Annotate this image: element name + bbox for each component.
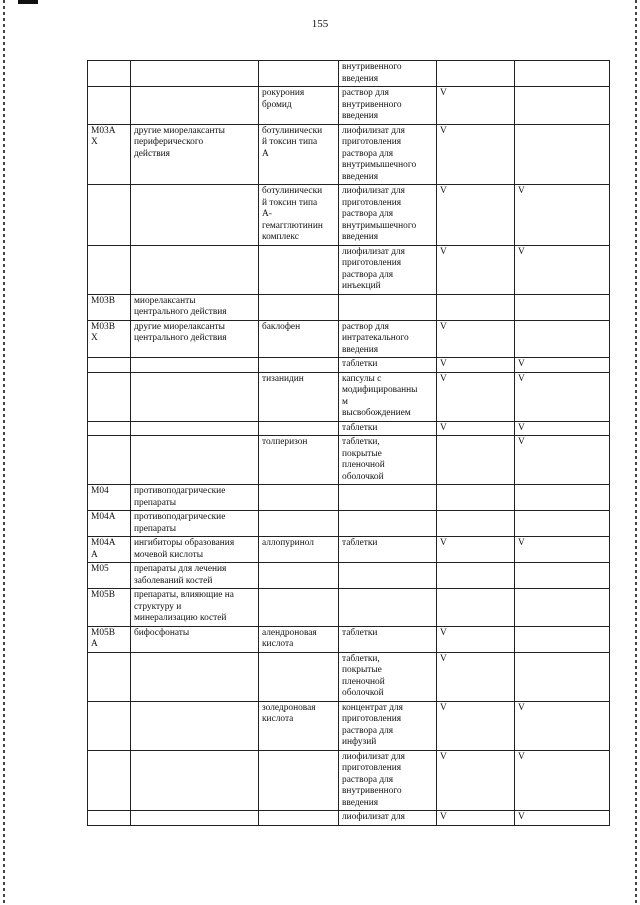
group-name-cell: миорелаксанты центрального действия xyxy=(131,294,259,320)
mark-cell-2 xyxy=(515,652,610,701)
group-name-cell xyxy=(131,652,259,701)
table-row xyxy=(88,87,610,125)
inn-cell xyxy=(259,511,339,537)
mark-cell-2: V xyxy=(515,421,610,436)
inn-cell: тизанидин xyxy=(259,372,339,421)
group-name-cell xyxy=(131,421,259,436)
group-name-cell xyxy=(131,372,259,421)
mark-cell-1: V xyxy=(437,320,515,358)
group-name-cell xyxy=(131,701,259,750)
group-name-cell xyxy=(131,245,259,294)
inn-cell: аллопуринол xyxy=(259,537,339,563)
group-name-cell: бифосфонаты xyxy=(131,626,259,652)
mark-cell-2 xyxy=(515,563,610,589)
atc-code-cell xyxy=(88,358,131,373)
mark-cell-2 xyxy=(515,626,610,652)
dosage-form-cell: таблетки, покрытые пленочной оболочкой xyxy=(339,652,437,701)
atc-code-cell: М05 xyxy=(88,563,131,589)
mark-cell-1: V xyxy=(437,421,515,436)
table-row xyxy=(88,589,610,627)
atc-code-cell: М03В xyxy=(88,294,131,320)
mark-cell-1 xyxy=(437,563,515,589)
atc-code-cell: М04А xyxy=(88,511,131,537)
mark-cell-1: V xyxy=(437,185,515,246)
inn-cell xyxy=(259,245,339,294)
table-row xyxy=(88,811,610,826)
mark-cell-1: V xyxy=(437,537,515,563)
mark-cell-1 xyxy=(437,61,515,87)
dosage-form-cell: раствор для внутривенного введения xyxy=(339,87,437,125)
group-name-cell xyxy=(131,436,259,485)
mark-cell-1 xyxy=(437,589,515,627)
atc-code-cell: М05В xyxy=(88,589,131,627)
dosage-form-cell: таблетки, покрытые пленочной оболочкой xyxy=(339,436,437,485)
group-name-cell xyxy=(131,750,259,811)
inn-cell xyxy=(259,358,339,373)
mark-cell-2 xyxy=(515,294,610,320)
dosage-form-cell: капсулы с модифицированны м высвобождением xyxy=(339,372,437,421)
mark-cell-2: V xyxy=(515,701,610,750)
mark-cell-1: V xyxy=(437,358,515,373)
mark-cell-2: V xyxy=(515,811,610,826)
group-name-cell: противоподагрические препараты xyxy=(131,485,259,511)
atc-code-cell: М04 xyxy=(88,485,131,511)
dosage-form-cell xyxy=(339,563,437,589)
page-number: 155 xyxy=(311,18,329,30)
dosage-form-cell: лиофилизат для приготовления раствора для внутримышечного введения xyxy=(339,124,437,185)
group-name-cell: препараты для лечения заболеваний костей xyxy=(131,563,259,589)
mark-cell-2: V xyxy=(515,436,610,485)
mark-cell-1: V xyxy=(437,372,515,421)
mark-cell-1 xyxy=(437,511,515,537)
atc-code-cell xyxy=(88,185,131,246)
dosage-form-cell: лиофилизат для приготовления раствора для инъекций xyxy=(339,245,437,294)
atc-code-cell xyxy=(88,87,131,125)
mark-cell-2: V xyxy=(515,245,610,294)
table-row xyxy=(88,626,610,652)
group-name-cell: противоподагрические препараты xyxy=(131,511,259,537)
table-row xyxy=(88,485,610,511)
dosage-form-cell xyxy=(339,589,437,627)
atc-code-cell xyxy=(88,750,131,811)
dosage-form-cell: лиофилизат для приготовления раствора для внутримышечного введения xyxy=(339,185,437,246)
inn-cell xyxy=(259,652,339,701)
dosage-form-cell xyxy=(339,511,437,537)
table-row xyxy=(88,563,610,589)
mark-cell-1: V xyxy=(437,626,515,652)
table-row xyxy=(88,511,610,537)
atc-code-cell xyxy=(88,811,131,826)
table-row xyxy=(88,750,610,811)
inn-cell: ботулинически й токсин типа А- гемагглютинин комплекс xyxy=(259,185,339,246)
group-name-cell xyxy=(131,185,259,246)
table-row xyxy=(88,372,610,421)
group-name-cell xyxy=(131,811,259,826)
group-name-cell: препараты, влияющие на структуру и минерализацию костей xyxy=(131,589,259,627)
group-name-cell xyxy=(131,61,259,87)
table-row xyxy=(88,358,610,373)
group-name-cell xyxy=(131,358,259,373)
inn-cell: золедроновая кислота xyxy=(259,701,339,750)
drug-table-body xyxy=(88,61,610,826)
mark-cell-2: V xyxy=(515,537,610,563)
mark-cell-2 xyxy=(515,511,610,537)
atc-code-cell xyxy=(88,436,131,485)
mark-cell-1: V xyxy=(437,701,515,750)
table-row xyxy=(88,436,610,485)
mark-cell-1: V xyxy=(437,87,515,125)
drug-table xyxy=(87,60,610,826)
inn-cell xyxy=(259,485,339,511)
mark-cell-2: V xyxy=(515,185,610,246)
atc-code-cell xyxy=(88,652,131,701)
dosage-form-cell: таблетки xyxy=(339,421,437,436)
mark-cell-2: V xyxy=(515,750,610,811)
group-name-cell: ингибиторы образования мочевой кислоты xyxy=(131,537,259,563)
dosage-form-cell xyxy=(339,485,437,511)
scan-edge-left xyxy=(3,0,5,905)
inn-cell: рокурония бромид xyxy=(259,87,339,125)
mark-cell-2: V xyxy=(515,372,610,421)
scan-corner-mark xyxy=(18,0,38,4)
mark-cell-1 xyxy=(437,294,515,320)
inn-cell xyxy=(259,294,339,320)
dosage-form-cell: раствор для интратекального введения xyxy=(339,320,437,358)
mark-cell-2 xyxy=(515,485,610,511)
inn-cell xyxy=(259,563,339,589)
atc-code-cell xyxy=(88,61,131,87)
inn-cell xyxy=(259,61,339,87)
dosage-form-cell: лиофилизат для приготовления раствора для внутривенного введения xyxy=(339,750,437,811)
table-row xyxy=(88,245,610,294)
dosage-form-cell: таблетки xyxy=(339,537,437,563)
dosage-form-cell: таблетки xyxy=(339,626,437,652)
group-name-cell: другие миорелаксанты периферического действия xyxy=(131,124,259,185)
inn-cell xyxy=(259,589,339,627)
mark-cell-2 xyxy=(515,320,610,358)
dosage-form-cell xyxy=(339,294,437,320)
mark-cell-1: V xyxy=(437,245,515,294)
table-row xyxy=(88,537,610,563)
mark-cell-2 xyxy=(515,589,610,627)
mark-cell-1 xyxy=(437,436,515,485)
mark-cell-2: V xyxy=(515,358,610,373)
scan-edge-right xyxy=(635,0,637,905)
dosage-form-cell: таблетки xyxy=(339,358,437,373)
table-row xyxy=(88,652,610,701)
atc-code-cell xyxy=(88,245,131,294)
mark-cell-1: V xyxy=(437,652,515,701)
table-row xyxy=(88,124,610,185)
atc-code-cell: М03В Х xyxy=(88,320,131,358)
dosage-form-cell: концентрат для приготовления раствора для инфузий xyxy=(339,701,437,750)
atc-code-cell xyxy=(88,421,131,436)
inn-cell xyxy=(259,811,339,826)
inn-cell: алендроновая кислота xyxy=(259,626,339,652)
table-row xyxy=(88,421,610,436)
group-name-cell: другие миорелаксанты центрального действия xyxy=(131,320,259,358)
inn-cell: ботулинически й токсин типа А xyxy=(259,124,339,185)
mark-cell-1 xyxy=(437,485,515,511)
dosage-form-cell: лиофилизат для xyxy=(339,811,437,826)
inn-cell xyxy=(259,421,339,436)
table-row xyxy=(88,185,610,246)
table-row xyxy=(88,320,610,358)
inn-cell xyxy=(259,750,339,811)
inn-cell: толперизон xyxy=(259,436,339,485)
table-row xyxy=(88,61,610,87)
atc-code-cell xyxy=(88,701,131,750)
table-row xyxy=(88,294,610,320)
mark-cell-2 xyxy=(515,87,610,125)
atc-code-cell xyxy=(88,372,131,421)
mark-cell-1: V xyxy=(437,811,515,826)
mark-cell-2 xyxy=(515,124,610,185)
table-row xyxy=(88,701,610,750)
atc-code-cell: М03А Х xyxy=(88,124,131,185)
atc-code-cell: М05В А xyxy=(88,626,131,652)
atc-code-cell: М04А А xyxy=(88,537,131,563)
inn-cell: баклофен xyxy=(259,320,339,358)
mark-cell-1: V xyxy=(437,124,515,185)
mark-cell-2 xyxy=(515,61,610,87)
dosage-form-cell: внутривенного введения xyxy=(339,61,437,87)
mark-cell-1: V xyxy=(437,750,515,811)
group-name-cell xyxy=(131,87,259,125)
